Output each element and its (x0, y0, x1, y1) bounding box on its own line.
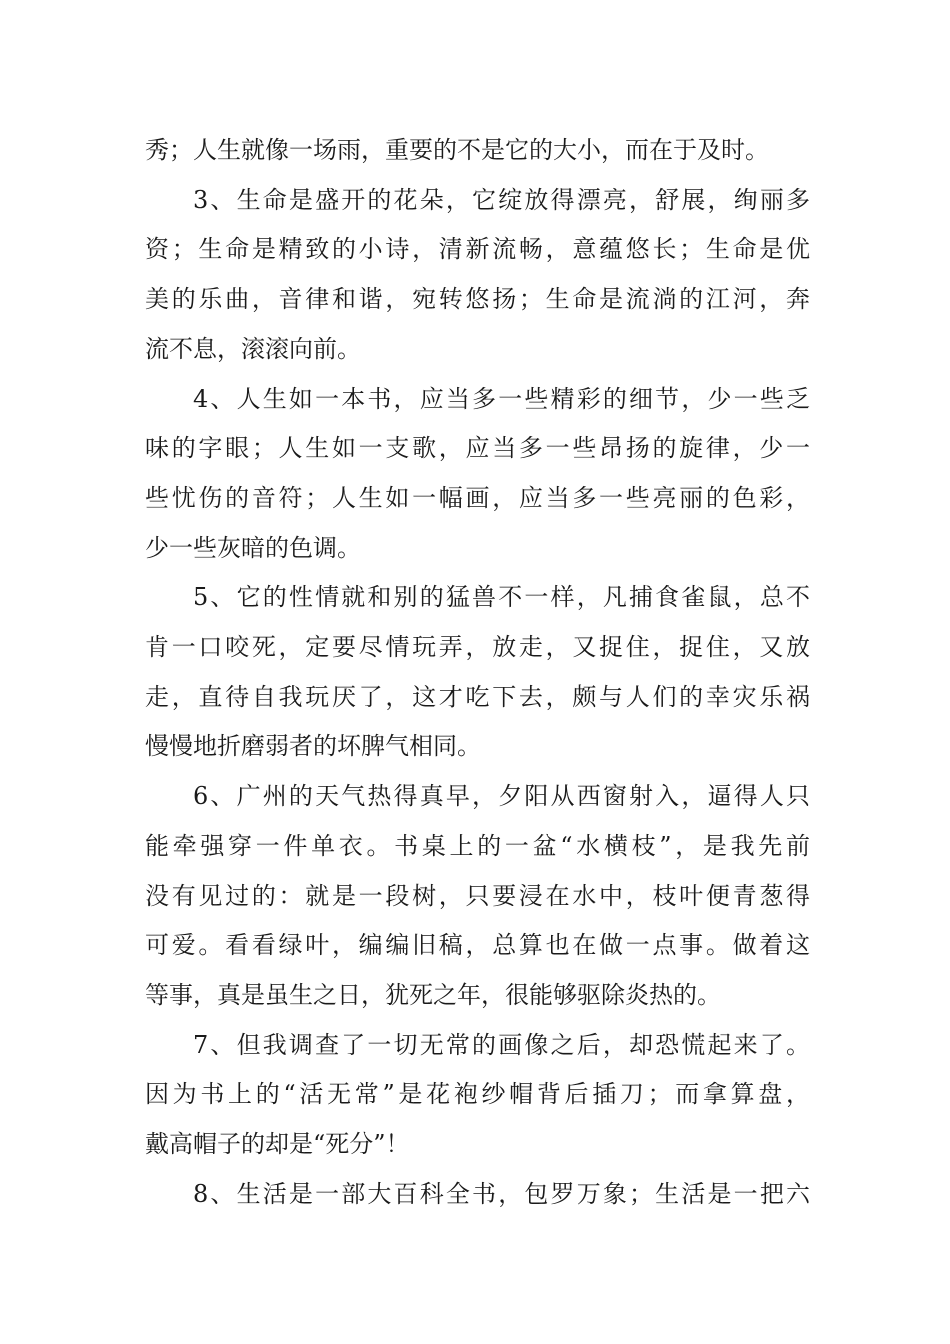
text-line: 慢慢地折磨弱者的坏脾气相同。 (145, 732, 481, 761)
document-page (145, 126, 810, 1219)
text-line: 戴高帽子的却是“死分”！ (145, 1130, 410, 1159)
text-line: 美的乐曲，音律和谐，宛转悠扬；生命是流淌的江河，奔 (145, 285, 810, 314)
text-line: 味的字眼；人生如一支歌，应当多一些昂扬的旋律，少一 (145, 434, 810, 463)
paragraph-6 (145, 772, 810, 1021)
text-line: 走，直待自我玩厌了，这才吃下去，颇与人们的幸灾乐祸 (145, 682, 810, 711)
text-line: 少一些灰暗的色调。 (145, 533, 361, 562)
paragraph-continuation (145, 126, 810, 176)
paragraph-3 (145, 176, 810, 375)
paragraph-8 (145, 1170, 810, 1220)
text-line: 4、人生如一本书，应当多一些精彩的细节，少一些乏 (193, 384, 810, 413)
text-line: 因为书上的“活无常”是花袍纱帽背后插刀；而拿算盘， (145, 1080, 810, 1109)
text-line: 些忧伤的音符；人生如一幅画，应当多一些亮丽的色彩， (145, 483, 810, 512)
text-line: 资；生命是精致的小诗，清新流畅，意蕴悠长；生命是优 (145, 235, 810, 264)
text-line: 没有见过的：就是一段树，只要浸在水中，枝叶便青葱得 (145, 881, 810, 910)
text-line: 7、但我调查了一切无常的画像之后，却恐慌起来了。 (193, 1030, 810, 1059)
text-line: 3、生命是盛开的花朵，它绽放得漂亮，舒展，绚丽多 (193, 185, 810, 214)
text-line: 8、生活是一部大百科全书，包罗万象；生活是一把六 (193, 1179, 810, 1208)
paragraph-5 (145, 573, 810, 772)
text-line: 6、广州的天气热得真早，夕阳从西窗射入，逼得人只 (193, 782, 810, 811)
text-line: 流不息，滚滚向前。 (145, 334, 361, 363)
text-line: 可爱。看看绿叶，编编旧稿，总算也在做一点事。做着这 (145, 931, 810, 960)
text-line: 等事，真是虽生之日，犹死之年，很能够驱除炎热的。 (145, 980, 721, 1009)
text-line: 5、它的性情就和别的猛兽不一样，凡捕食雀鼠，总不 (193, 583, 810, 612)
paragraph-4 (145, 375, 810, 574)
paragraph-7 (145, 1021, 810, 1170)
text-line: 能牵强穿一件单衣。书桌上的一盆“水横枝”，是我先前 (145, 831, 810, 860)
text-line: 秀；人生就像一场雨，重要的不是它的大小，而在于及时。 (145, 136, 769, 164)
text-line: 肯一口咬死，定要尽情玩弄，放走，又捉住，捉住，又放 (145, 633, 810, 662)
